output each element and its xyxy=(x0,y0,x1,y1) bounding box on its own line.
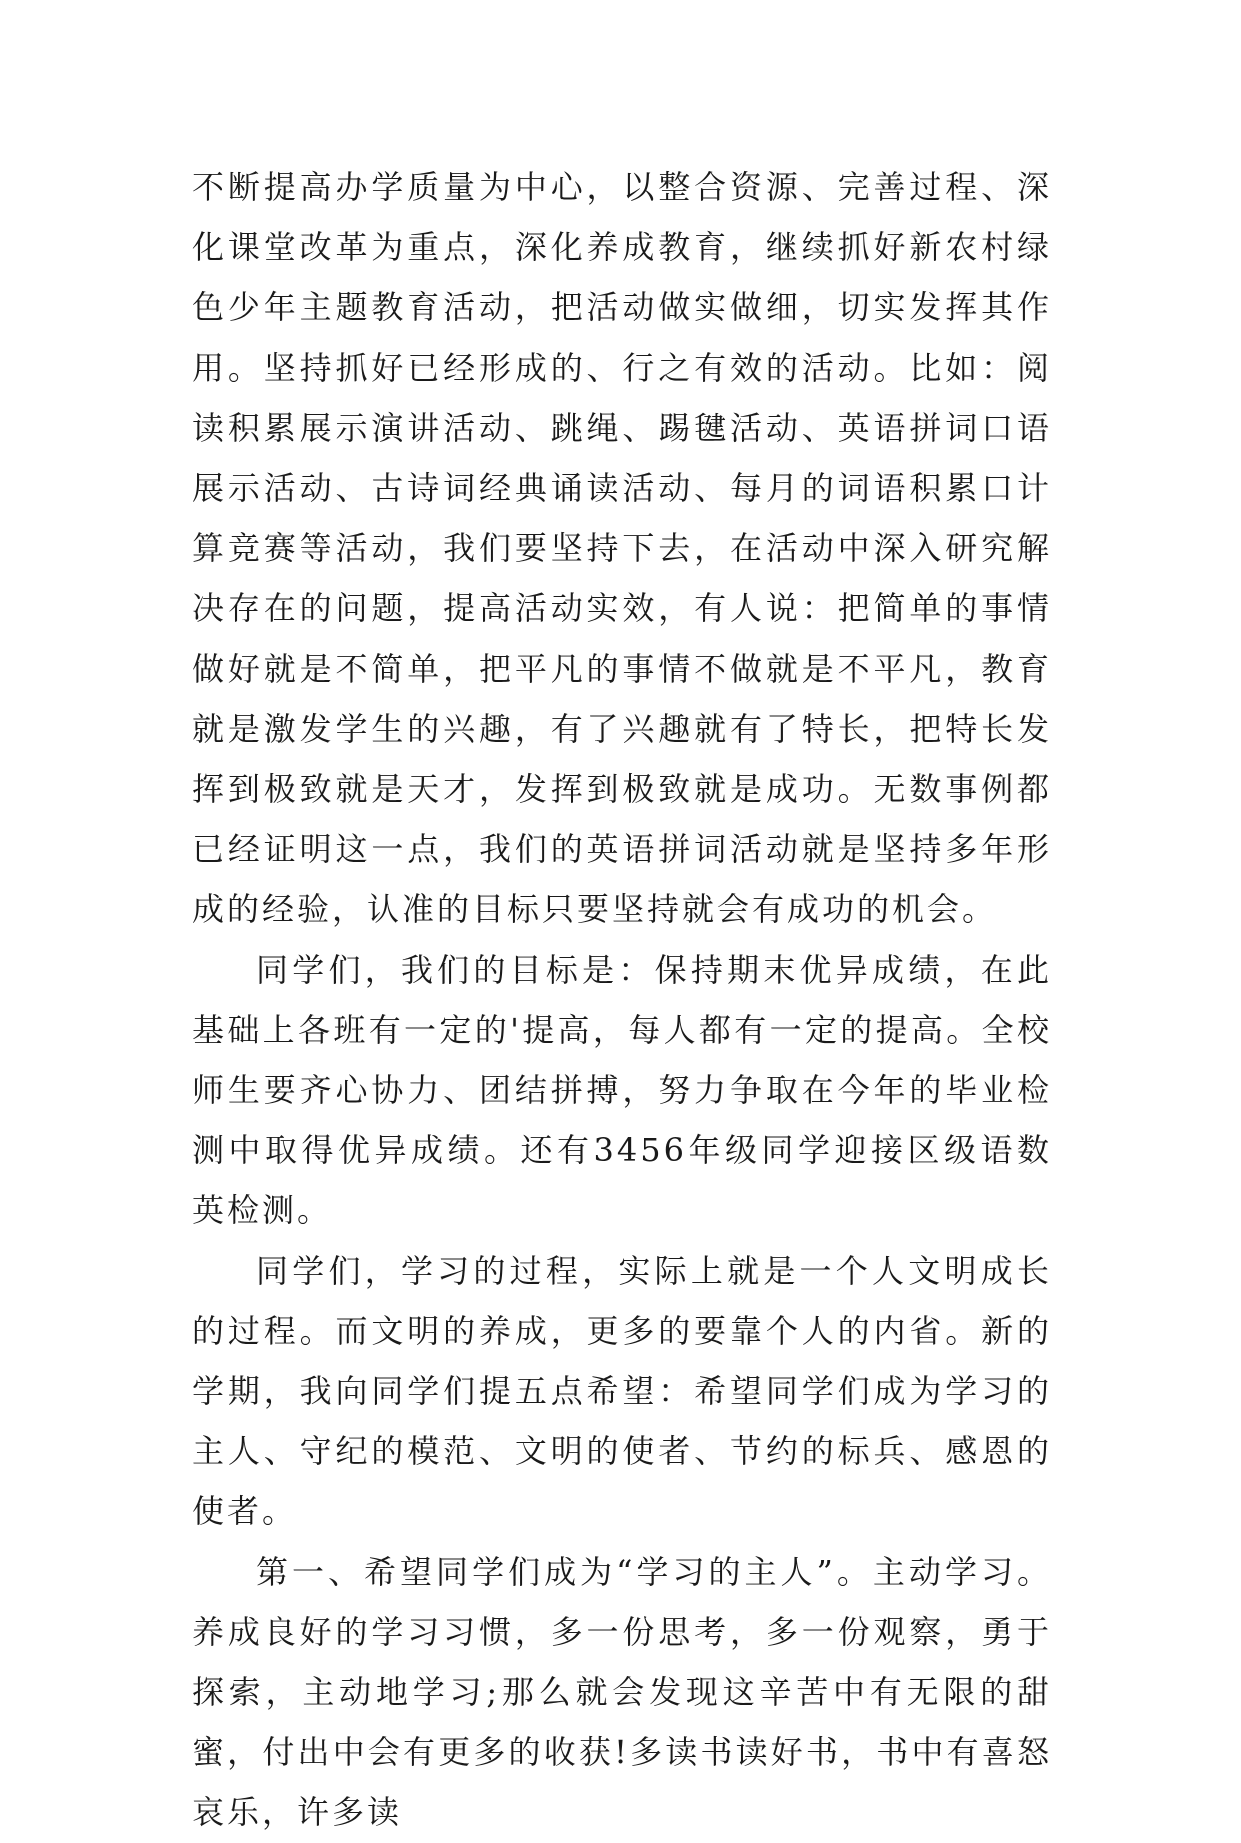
body-text xyxy=(192,157,1052,1843)
paragraph-4: 第一、希望同学们成为“学习的主人”。主动学习。养成良好的学习习惯，多一份思考，多一份观察，勇于探索，主动地学习;那么就会发现这辛苦中有无限的甜蜜，付出中会有更多的收获!多读书读好书，书中有喜怒哀乐，许多读 xyxy=(192,1552,1052,1832)
paragraph-3: 同学们，学习的过程，实际上就是一个人文明成长的过程。而文明的养成，更多的要靠个人的内省。新的学期，我向同学们提五点希望：希望同学们成为学习的主人、守纪的模范、文明的使者、节约的标兵、感恩的使者。 xyxy=(192,1251,1052,1531)
paragraph-1: 不断提高办学质量为中心，以整合资源、完善过程、深化课堂改革为重点，深化养成教育，继续抓好新农村绿色少年主题教育活动，把活动做实做细，切实发挥其作用。坚持抓好已经形成的、行之有效的活动。比如：阅读积累展示演讲活动、跳绳、踢毽活动、英语拼词口语展示活动、古诗词经典诵读活动、每月的词语积累口计算竞赛等活动，我们要坚持下去，在活动中深入研究解决存在的问题，提高活动实效，有人说：把简单的事情做好就是不简单，把平凡的事情不做就是不平凡，教育就是激发学生的兴趣，有了兴趣就有了特长，把特长发挥到极致就是天才，发挥到极致就是成功。无数事例都已经证明这一点，我们的英语拼词活动就是坚持多年形成的经验，认准的目标只要坚持就会有成功的机会。 xyxy=(192,168,1052,929)
paragraph-2: 同学们，我们的目标是：保持期末优异成绩，在此基础上各班有一定的'提高，每人都有一定的提高。全校师生要齐心协力、团结拼搏，努力争取在今年的毕业检测中取得优异成绩。还有3456年级同学迎接区级语数英检测。 xyxy=(192,950,1052,1230)
